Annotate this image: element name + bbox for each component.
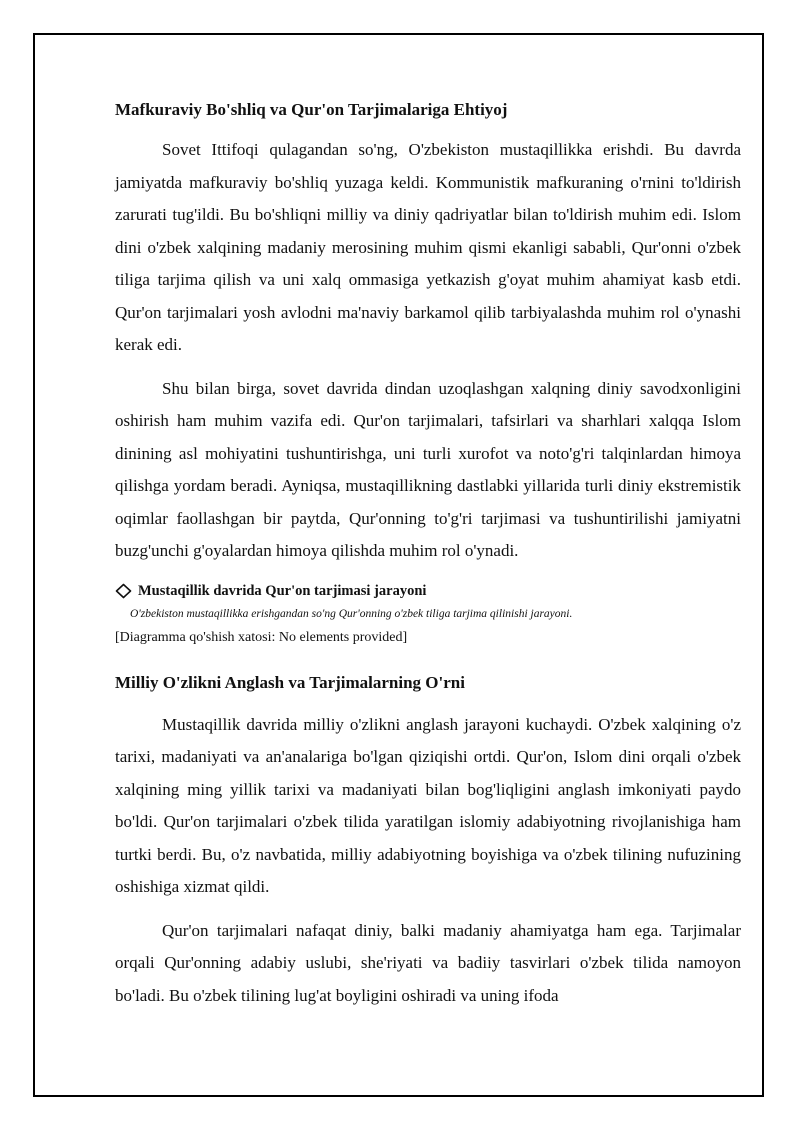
paragraph: Sovet Ittifoqi qulagandan so'ng, O'zbekiston mustaqillikka erishdi. Bu davrda jamiyatda mafkuraviy bo'shliq yuzaga keldi. Kommunistik mafkuraning o'rnini to'ldirish zarurati tug'ildi. Bu bo'shliqni milliy va diniy qadriyatlar bilan to'ldirish muhim edi. Islom dini o'zbek xalqining madaniy merosining muhim qismi ekanligi sababli, Qur'onni o'zbek tiliga tarjima qilish va uni xalq ommasiga yetkazish g'oyat muhim ahamiyat kasb etdi. Qur'on tarjimalari yosh avlodni ma'naviy barkamol qilib tarbiyalashda muhim rol o'ynashi kerak edi. bbox=[115, 140, 741, 354]
section-heading: Mafkuraviy Bo'shliq va Qur'on Tarjimalariga Ehtiyoj bbox=[115, 100, 508, 119]
paragraph: Qur'on tarjimalari nafaqat diniy, balki madaniy ahamiyatga ham ega. Tarjimalar orqali Qur'onning adabiy uslubi, she'riyati va badiiy tasvirlari o'zbek tilida namoyon bo'ladi. Bu o'zbek tilining lug'at boyligini oshiradi va uning ifoda bbox=[115, 920, 741, 1005]
paragraph: Shu bilan birga, sovet davrida dindan uzoqlashgan xalqning diniy savodxonligini oshirish ham muhim vazifa edi. Qur'on tarjimalari, tafsirlari va sharhlari xalqqa Islom dinining asl mohiyatini tushuntirishga, uni turli xurofot va noto'g'ri talqinlardan himoya qilishga yordam beradi. Ayniqsa, mustaqillikning dastlabki yillarida turli diniy ekstremistik oqimlar faollashgan bir paytda, Qur'onning to'g'ri tarjimasi va tushuntirilishi jamiyatni buzg'unchi g'oyalardan himoya qilishda muhim rol o'ynadi. bbox=[115, 378, 741, 560]
document-content bbox=[115, 96, 741, 1012]
diagram-title: Mustaqillik davrida Qur'on tarjimasi jarayoni bbox=[138, 582, 427, 599]
diagram-caption: O'zbekiston mustaqillikka erishgandan so'ng Qur'onning o'zbek tiliga tarjima qilinishi jarayoni. bbox=[130, 607, 573, 620]
diagram-placeholder bbox=[115, 580, 741, 649]
tag-icon bbox=[115, 583, 132, 599]
paragraph: Mustaqillik davrida milliy o'zlikni anglash jarayoni kuchaydi. O'zbek xalqining o'z tarixi, madaniyati va an'analariga bo'lgan qiziqishi ortdi. Qur'on, Islom dini orqali o'zbek xalqining ming yillik tarixi va madaniyati bilan bog'liqligini anglash imkoniyati paydo bo'ldi. Qur'on tarjimalari o'zbek tilida yaratilgan islomiy adabiyotning rivojlanishiga ham turtki berdi. Bu, o'z navbatida, milliy adabiyotning boyishiga va o'zbek tilining nufuzining oshishiga xizmat qildi. bbox=[115, 714, 741, 896]
section-heading: Milliy O'zlikni Anglash va Tarjimalarning O'rni bbox=[115, 672, 465, 692]
diagram-error-message: [Diagramma qo'shish xatosi: No elements provided] bbox=[115, 629, 408, 645]
diagram-title-row bbox=[115, 580, 741, 602]
